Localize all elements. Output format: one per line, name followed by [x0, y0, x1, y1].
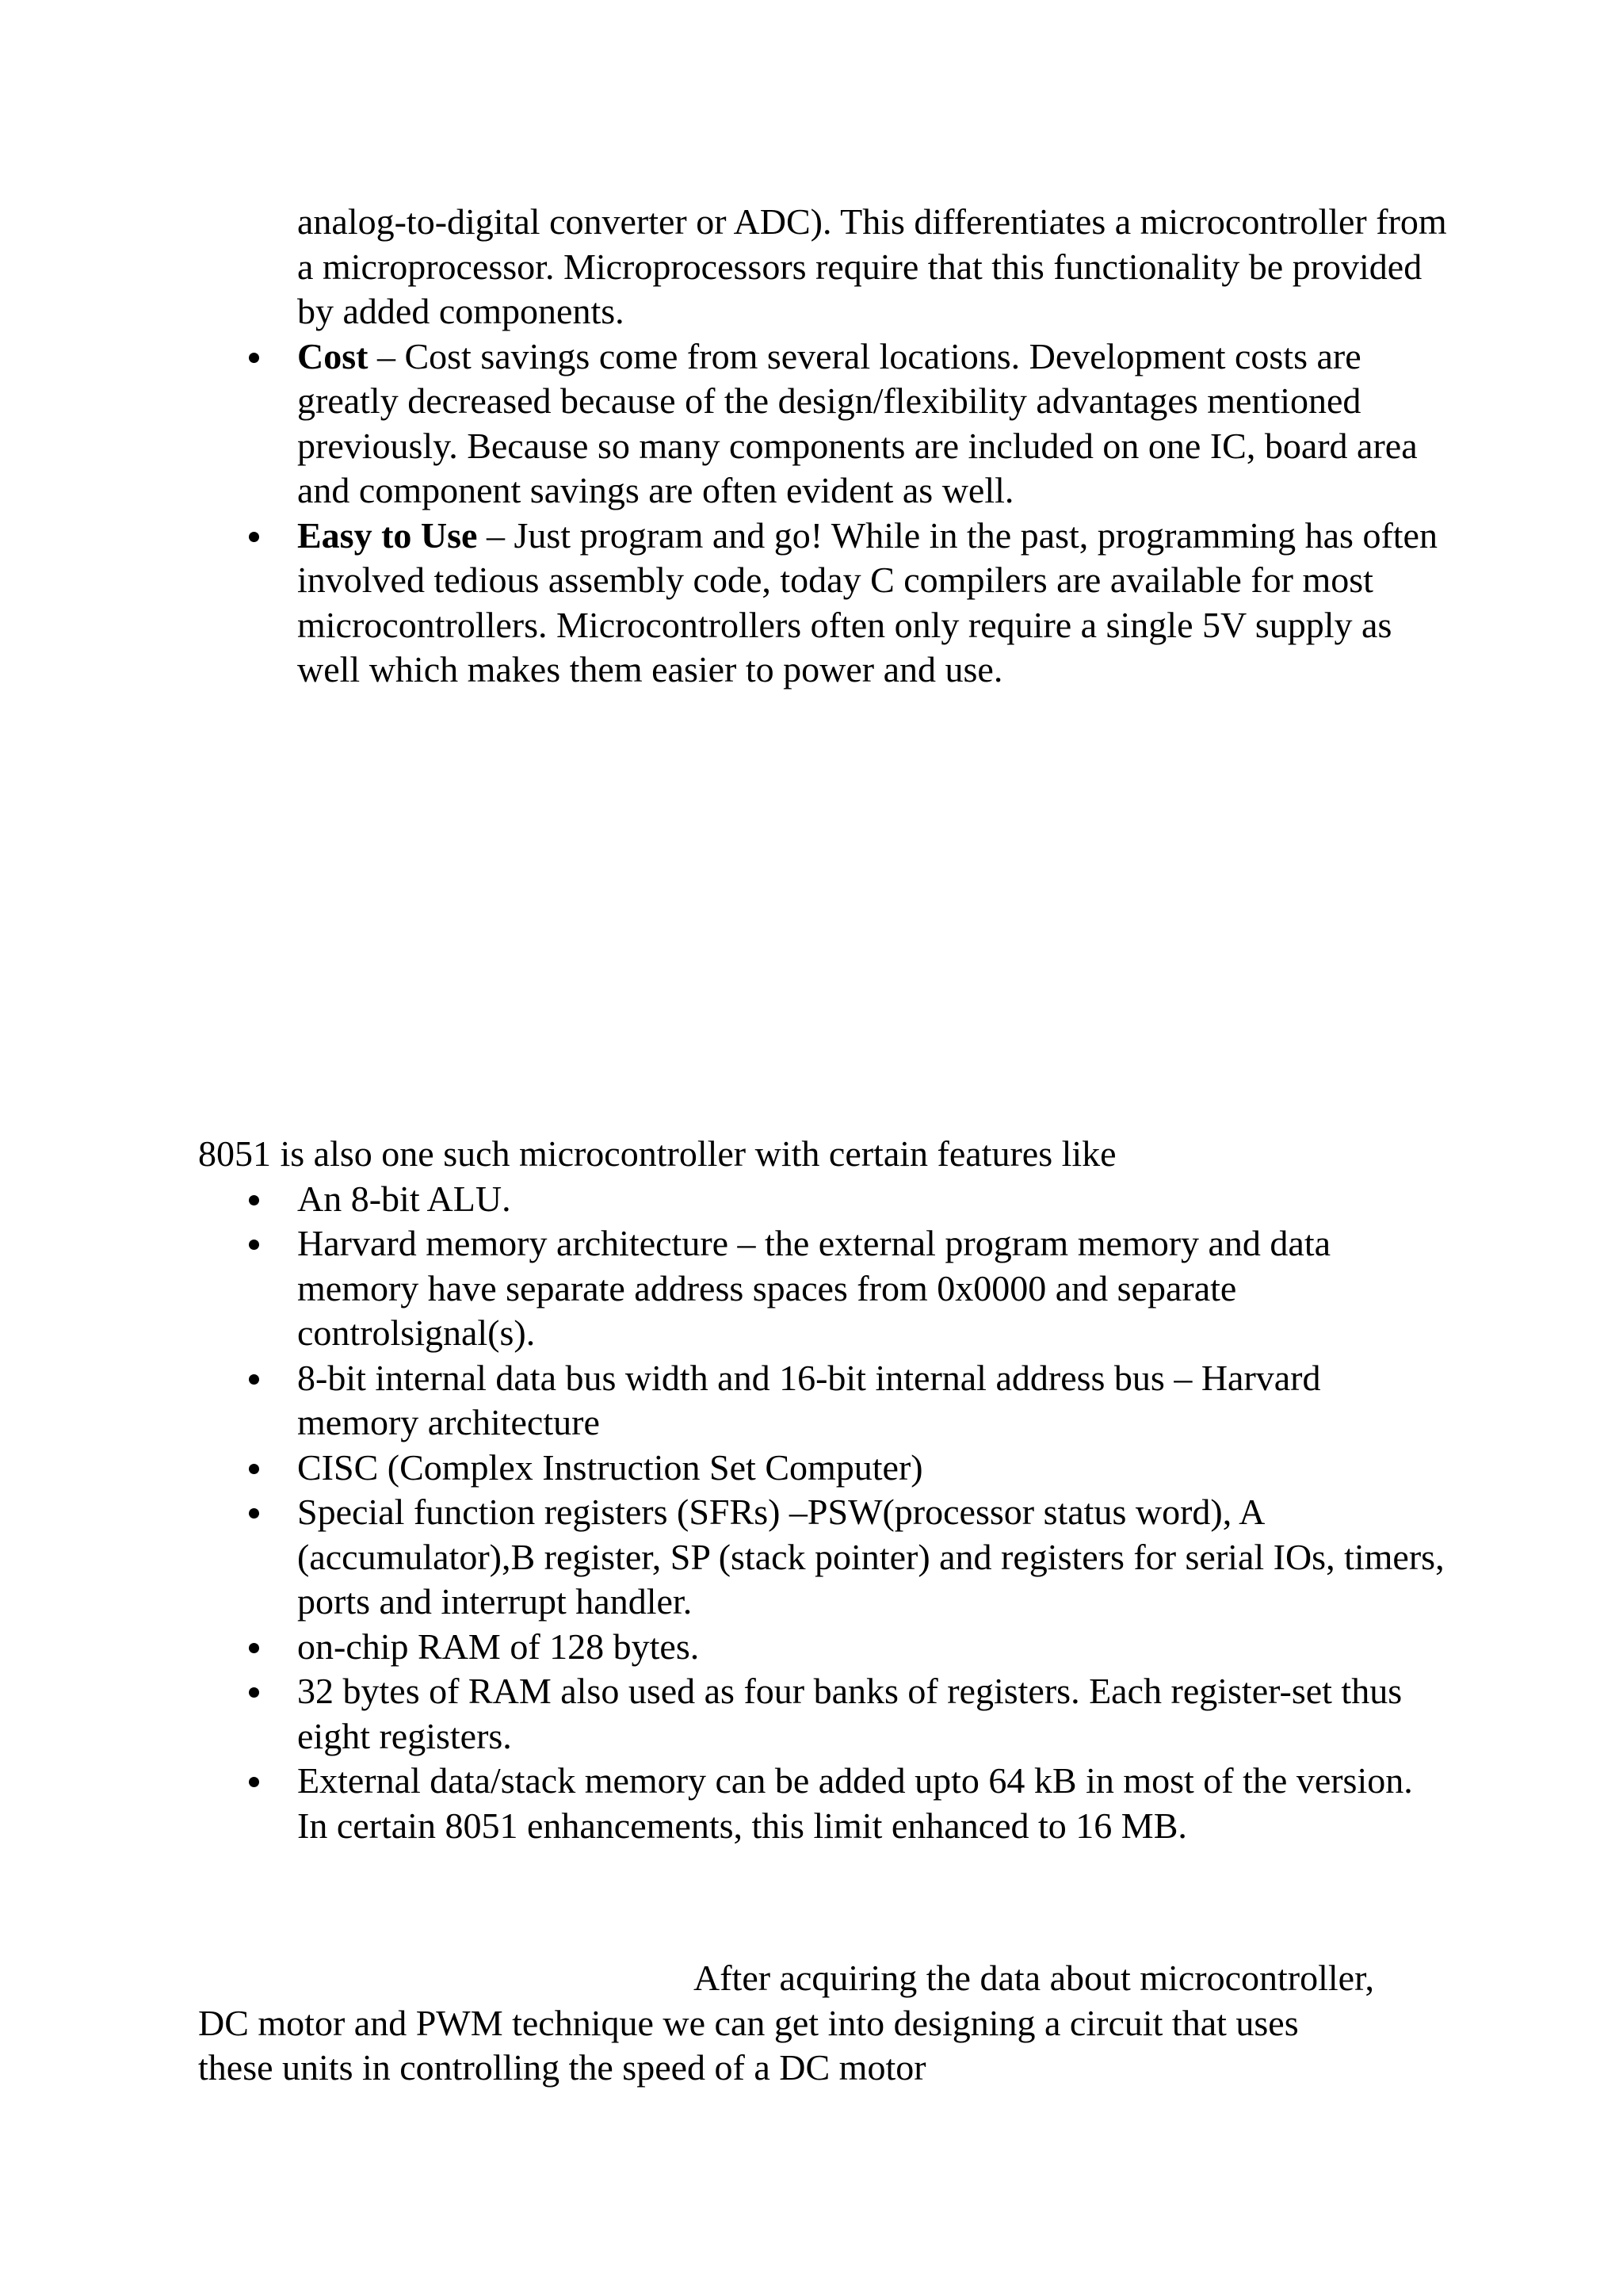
features-section	[198, 1132, 1450, 1848]
bullet-icon	[249, 1508, 259, 1519]
bullet-icon	[249, 1240, 259, 1250]
bullet-icon	[249, 1464, 259, 1474]
list-item	[198, 1759, 1450, 1848]
list-item	[198, 1490, 1450, 1625]
list-item-text: – Just program and go! While in the past, programming has often involved tedious assembly code, today C compilers are available for most microcontrollers. Microcontrollers often only require a single 5V supply as well which makes them easier to power and use.	[297, 514, 1438, 690]
features-intro: 8051 is also one such microcontroller with certain features like	[198, 1133, 1117, 1174]
advantages-list	[198, 334, 1450, 693]
continuation-paragraph: analog-to-digital converter or ADC). This differentiates a microcontroller from a microprocessor. Microprocessors require that this functionality be provided by added components.	[297, 201, 1447, 331]
closing-line-3: these units in controlling the speed of a DC motor	[198, 2047, 926, 2088]
list-item-cost	[198, 334, 1450, 514]
list-item	[198, 1625, 1450, 1670]
list-item	[198, 1356, 1450, 1446]
list-item-text: An 8-bit ALU.	[297, 1178, 511, 1219]
list-item-text: on-chip RAM of 128 bytes.	[297, 1626, 700, 1667]
list-item-lead: Easy to Use	[297, 514, 478, 556]
list-item-text: CISC (Complex Instruction Set Computer)	[297, 1446, 923, 1488]
list-item	[198, 1446, 1450, 1491]
list-item-text: External data/stack memory can be added upto 64 kB in most of the version. In certain 8051 enhancements, this limit enhanced to 16 MB.	[297, 1760, 1413, 1846]
closing-paragraph	[198, 1956, 1450, 2091]
list-item-lead: Cost	[297, 335, 369, 376]
list-item-text: Special function registers (SFRs) –PSW(processor status word), A (accumulator),B register, SP (stack pointer) and registers for serial IOs, timers, ports and interrupt handler.	[297, 1492, 1445, 1622]
bullet-icon	[249, 1374, 259, 1385]
list-item	[198, 1221, 1450, 1356]
features-list	[198, 1177, 1450, 1849]
bullet-icon	[249, 353, 259, 363]
list-item	[198, 1177, 1450, 1222]
bullet-icon	[249, 1687, 259, 1698]
closing-line-1: After acquiring the data about microcontroller,	[693, 1958, 1375, 1998]
closing-line-2: DC motor and PWM technique we can get into designing a circuit that uses	[198, 2002, 1299, 2043]
bullet-icon	[249, 1195, 259, 1205]
list-item-text: 8-bit internal data bus width and 16-bit internal address bus – Harvard memory architecture	[297, 1357, 1321, 1442]
list-item-text: – Cost savings come from several locations. Development costs are greatly decreased because of the design/flexibility advantages mentioned previously. Because so many components are included on one IC, board area and component savings are often evident as well.	[297, 335, 1418, 510]
advantages-section	[198, 200, 1450, 693]
list-item-text: Harvard memory architecture – the external program memory and data memory have separate address spaces from 0x0000 and separate controlsignal(s).	[297, 1223, 1331, 1353]
list-item-text: 32 bytes of RAM also used as four banks of registers. Each register-set thus eight registers.	[297, 1671, 1403, 1756]
list-item	[198, 1669, 1450, 1759]
bullet-icon	[249, 1643, 259, 1653]
bullet-icon	[249, 1777, 259, 1787]
list-item-easy-to-use	[198, 514, 1450, 693]
bullet-icon	[249, 532, 259, 542]
